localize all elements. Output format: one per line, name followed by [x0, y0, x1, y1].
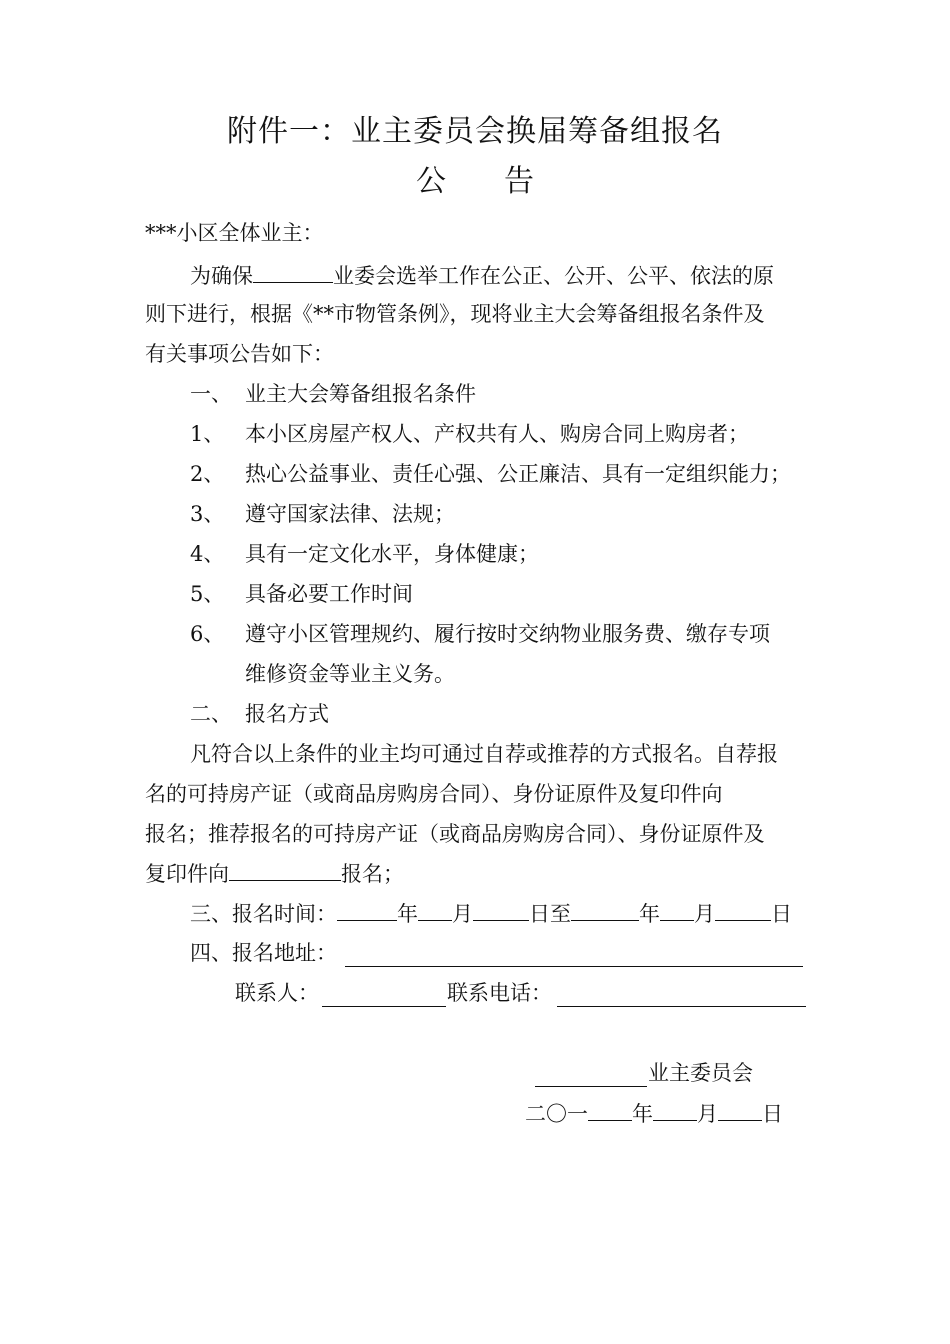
condition-6-continuation: 维修资金等业主义务。 — [245, 662, 455, 686]
intro-line-1-end: 业委会选举工作在公正、公开、公平、依法的原 — [333, 264, 774, 288]
month-label: 月 — [697, 1102, 718, 1126]
condition-text: 遵守国家法律、法规； — [245, 502, 455, 526]
day-label: 日 — [762, 1102, 783, 1126]
section-2-line-1: 凡符合以上条件的业主均可通过自荐或推荐的方式报名。自荐报 — [190, 742, 778, 766]
salutation: ***小区全体业主： — [145, 221, 324, 245]
intro-line-3: 有关事项公告如下： — [145, 342, 334, 366]
condition-number: 4、 — [190, 542, 225, 566]
condition-item — [190, 499, 455, 529]
blank-start-month — [418, 898, 452, 921]
signature-date — [525, 1098, 783, 1129]
registration-time-label: 三、报名时间： — [190, 902, 337, 926]
blank-sign-month — [653, 1098, 697, 1121]
registration-time-line — [190, 898, 792, 929]
document-title: 附件一：业主委员会换届筹备组报名 — [227, 114, 723, 149]
month-label: 月 — [452, 902, 473, 926]
section-1-heading — [190, 379, 476, 409]
section-2-line-4 — [145, 858, 404, 889]
condition-number: 3、 — [190, 502, 225, 526]
address-underline — [345, 966, 803, 967]
intro-line-2: 则下进行，根据《**市物管条例》，现将业主大会筹备组报名条件及 — [145, 302, 765, 326]
condition-text: 热心公益事业、责任心强、公正廉洁、具有一定组织能力； — [245, 462, 791, 486]
year-label: 年 — [632, 1102, 653, 1126]
blank-end-year — [571, 898, 639, 921]
intro-line-1 — [190, 260, 774, 291]
condition-number: 1、 — [190, 422, 225, 446]
year-label: 年 — [639, 902, 660, 926]
blank-end-month — [660, 898, 694, 921]
section-1-title: 业主大会筹备组报名条件 — [245, 382, 476, 406]
month-label: 月 — [694, 902, 715, 926]
blank-registration-office — [229, 858, 341, 881]
section-1-number: 一、 — [190, 382, 232, 406]
committee-name-underline — [535, 1086, 647, 1087]
registration-address-label: 四、报名地址： — [190, 941, 337, 965]
condition-number: 5、 — [190, 582, 225, 606]
condition-item — [190, 579, 413, 609]
blank-end-day — [715, 898, 771, 921]
contact-phone-label: 联系电话： — [447, 981, 552, 1005]
contact-person-label: 联系人： — [235, 981, 319, 1005]
condition-item — [190, 619, 770, 649]
condition-item — [190, 419, 749, 449]
day-to-label: 日至 — [529, 902, 571, 926]
blank-sign-year — [588, 1098, 632, 1121]
condition-number: 6、 — [190, 622, 225, 646]
blank-start-year — [337, 898, 397, 921]
contact-phone-underline — [557, 1006, 806, 1007]
signature-organization: 业主委员会 — [648, 1061, 753, 1085]
contact-person-underline — [322, 1006, 446, 1007]
blank-start-day — [473, 898, 529, 921]
blank-community — [253, 260, 333, 283]
document-subtitle — [0, 162, 950, 202]
section-2-heading — [190, 699, 329, 729]
section-2-line-3: 报名；推荐报名的可持房产证（或商品房购房合同）、身份证原件及 — [145, 822, 765, 846]
section-2-title: 报名方式 — [245, 702, 329, 726]
condition-text: 本小区房屋产权人、产权共有人、购房合同上购房者； — [245, 422, 749, 446]
blank-sign-day — [718, 1098, 762, 1121]
subtitle-char-1: 公 — [416, 164, 446, 199]
condition-item — [190, 459, 791, 489]
section-2-line-4-end: 报名； — [341, 862, 404, 886]
condition-text: 具有一定文化水平，身体健康； — [245, 542, 539, 566]
section-2-number: 二、 — [190, 702, 232, 726]
condition-text: 具备必要工作时间 — [245, 582, 413, 606]
section-2-line-2: 名的可持房产证（或商品房购房合同）、身份证原件及复印件向 — [145, 782, 723, 806]
day-label: 日 — [771, 902, 792, 926]
intro-line-1-start: 为确保 — [190, 264, 253, 288]
condition-number: 2、 — [190, 462, 225, 486]
condition-text: 遵守小区管理规约、履行按时交纳物业服务费、缴存专项 — [245, 622, 770, 646]
condition-item — [190, 539, 539, 569]
section-2-line-4-start: 复印件向 — [145, 862, 229, 886]
year-label: 年 — [397, 902, 418, 926]
subtitle-char-2: 告 — [504, 164, 534, 199]
date-prefix: 二〇一 — [525, 1102, 588, 1126]
